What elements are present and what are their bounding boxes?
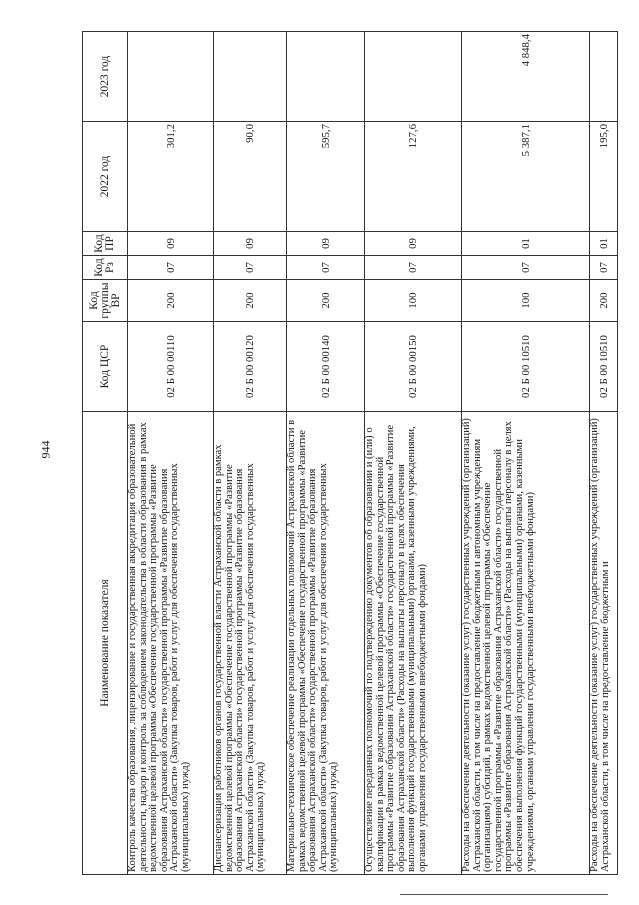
- row-pr: 09: [365, 232, 462, 256]
- row-vr: 200: [214, 280, 287, 322]
- row-name: Диспансеризация работников органов государственной власти Астраханской области в рамках ведомственной целевой программы «Обеспечение государственной программы «Развитие образования Астраханской области» государственной программы «Развитие образования Астраханской области» (Закупка товаров, работ и услуг для обеспечения государственных (муниципальных) нужд): [214, 412, 287, 875]
- rotated-page: [82, 32, 629, 875]
- row-rz: 07: [365, 256, 462, 280]
- row-2023: [214, 32, 287, 122]
- table-row: [590, 32, 618, 875]
- row-2022: 127,6: [365, 122, 462, 232]
- row-2023: [128, 32, 214, 122]
- row-name: Осуществление переданных полномочий по подтверждению документов об образовании и (или) о квалификации в рамках ведомственной целевой программы «Обеспечение государственной программы «Развитие образования Астраханской области» государственной программы «Развитие образования Астраханской области» (Расходы на выплаты персоналу в целях обеспечения выполнения функций государственными (муниципальными) органами, казенными учреждениями, органами управления государственными внебюджетными фондами): [365, 412, 462, 875]
- header-rz: Код Рз: [83, 256, 128, 280]
- table-row: [365, 32, 462, 875]
- row-2022: 90,0: [214, 122, 287, 232]
- row-vr: 200: [128, 280, 214, 322]
- row-name: Расходы на обеспечение деятельности (оказание услуг) государственных учреждений (организаций) Астраханской области, в том числе на предоставление бюджетным и: [590, 412, 618, 875]
- row-csr: 02 Б 00 00110: [128, 322, 214, 412]
- table-row: [287, 32, 365, 875]
- header-2022: 2022 год: [83, 122, 128, 232]
- row-rz: 07: [214, 256, 287, 280]
- row-rz: 07: [462, 256, 590, 280]
- row-pr: 09: [128, 232, 214, 256]
- table-row: [214, 32, 287, 875]
- header-2023: 2023 год: [83, 32, 128, 122]
- table-row: [462, 32, 590, 875]
- row-vr: 100: [365, 280, 462, 322]
- row-vr: 200: [590, 280, 618, 322]
- budget-table: [82, 31, 618, 875]
- header-row: [83, 32, 128, 875]
- row-2023: 4 848,4: [462, 32, 590, 122]
- row-rz: 07: [590, 256, 618, 280]
- row-name: Материально-техническое обеспечение реализации отдельных полномочий Астраханской области в рамках ведомственной целевой программы «Обеспечение государственной программы «Развитие образования Астраханской области» государственной программы «Развитие образования Астраханской области» (Закупка товаров, работ и услуг для обеспечения государственных (муниципальных) нужд): [287, 412, 365, 875]
- row-vr: 200: [287, 280, 365, 322]
- row-pr: 01: [462, 232, 590, 256]
- row-2022: 5 387,1: [462, 122, 590, 232]
- row-csr: 02 Б 00 00120: [214, 322, 287, 412]
- row-csr: 02 Б 00 00140: [287, 322, 365, 412]
- row-2023: [365, 32, 462, 122]
- row-2023: [590, 32, 618, 122]
- row-csr: 02 Б 00 10510: [590, 322, 618, 412]
- row-csr: 02 Б 00 10510: [462, 322, 590, 412]
- header-name: Наименование показателя: [83, 412, 128, 875]
- row-pr: 01: [590, 232, 618, 256]
- row-pr: 09: [287, 232, 365, 256]
- page-edge-line: [400, 894, 608, 895]
- page-number: 944: [38, 440, 53, 459]
- row-csr: 02 Б 00 00150: [365, 322, 462, 412]
- header-vr: Код группы ВР: [83, 280, 128, 322]
- table-row: [128, 32, 214, 875]
- row-2023: [287, 32, 365, 122]
- row-vr: 100: [462, 280, 590, 322]
- row-rz: 07: [128, 256, 214, 280]
- header-csr: Код ЦСР: [83, 322, 128, 412]
- row-2022: 595,7: [287, 122, 365, 232]
- row-rz: 07: [287, 256, 365, 280]
- row-pr: 09: [214, 232, 287, 256]
- row-2022: 195,0: [590, 122, 618, 232]
- row-name: Контроль качества образования, лицензирование и государственная аккредитация образовательной деятельности, надзор и контроль за соблюдением законодательства в области образования в рамках ведомственной целевой программы «Обеспечение государственной программы «Развитие образования Астраханской области» государственной программы «Развитие образования Астраханской области» (Закупка товаров, работ и услуг для обеспечения государственных (муниципальных) нужд): [128, 412, 214, 875]
- row-name: Расходы на обеспечение деятельности (оказание услуг) государственных учреждений (организаций) Астраханской области, в том числе на предоставление бюджетным и автономным учреждениям (организациям) субсидий, в рамках ведомственной целевой программы «Обеспечение государственной программы «Развитие образования Астраханской области» государственной программы «Развитие образования Астраханской области» (Расходы на выплаты персоналу в целях обеспечения выполнения функций государственными (муниципальными) органами, казенными учреждениями, органами управления государственными внебюджетными фондами): [462, 412, 590, 875]
- row-2022: 301,2: [128, 122, 214, 232]
- header-pr: Код ПР: [83, 232, 128, 256]
